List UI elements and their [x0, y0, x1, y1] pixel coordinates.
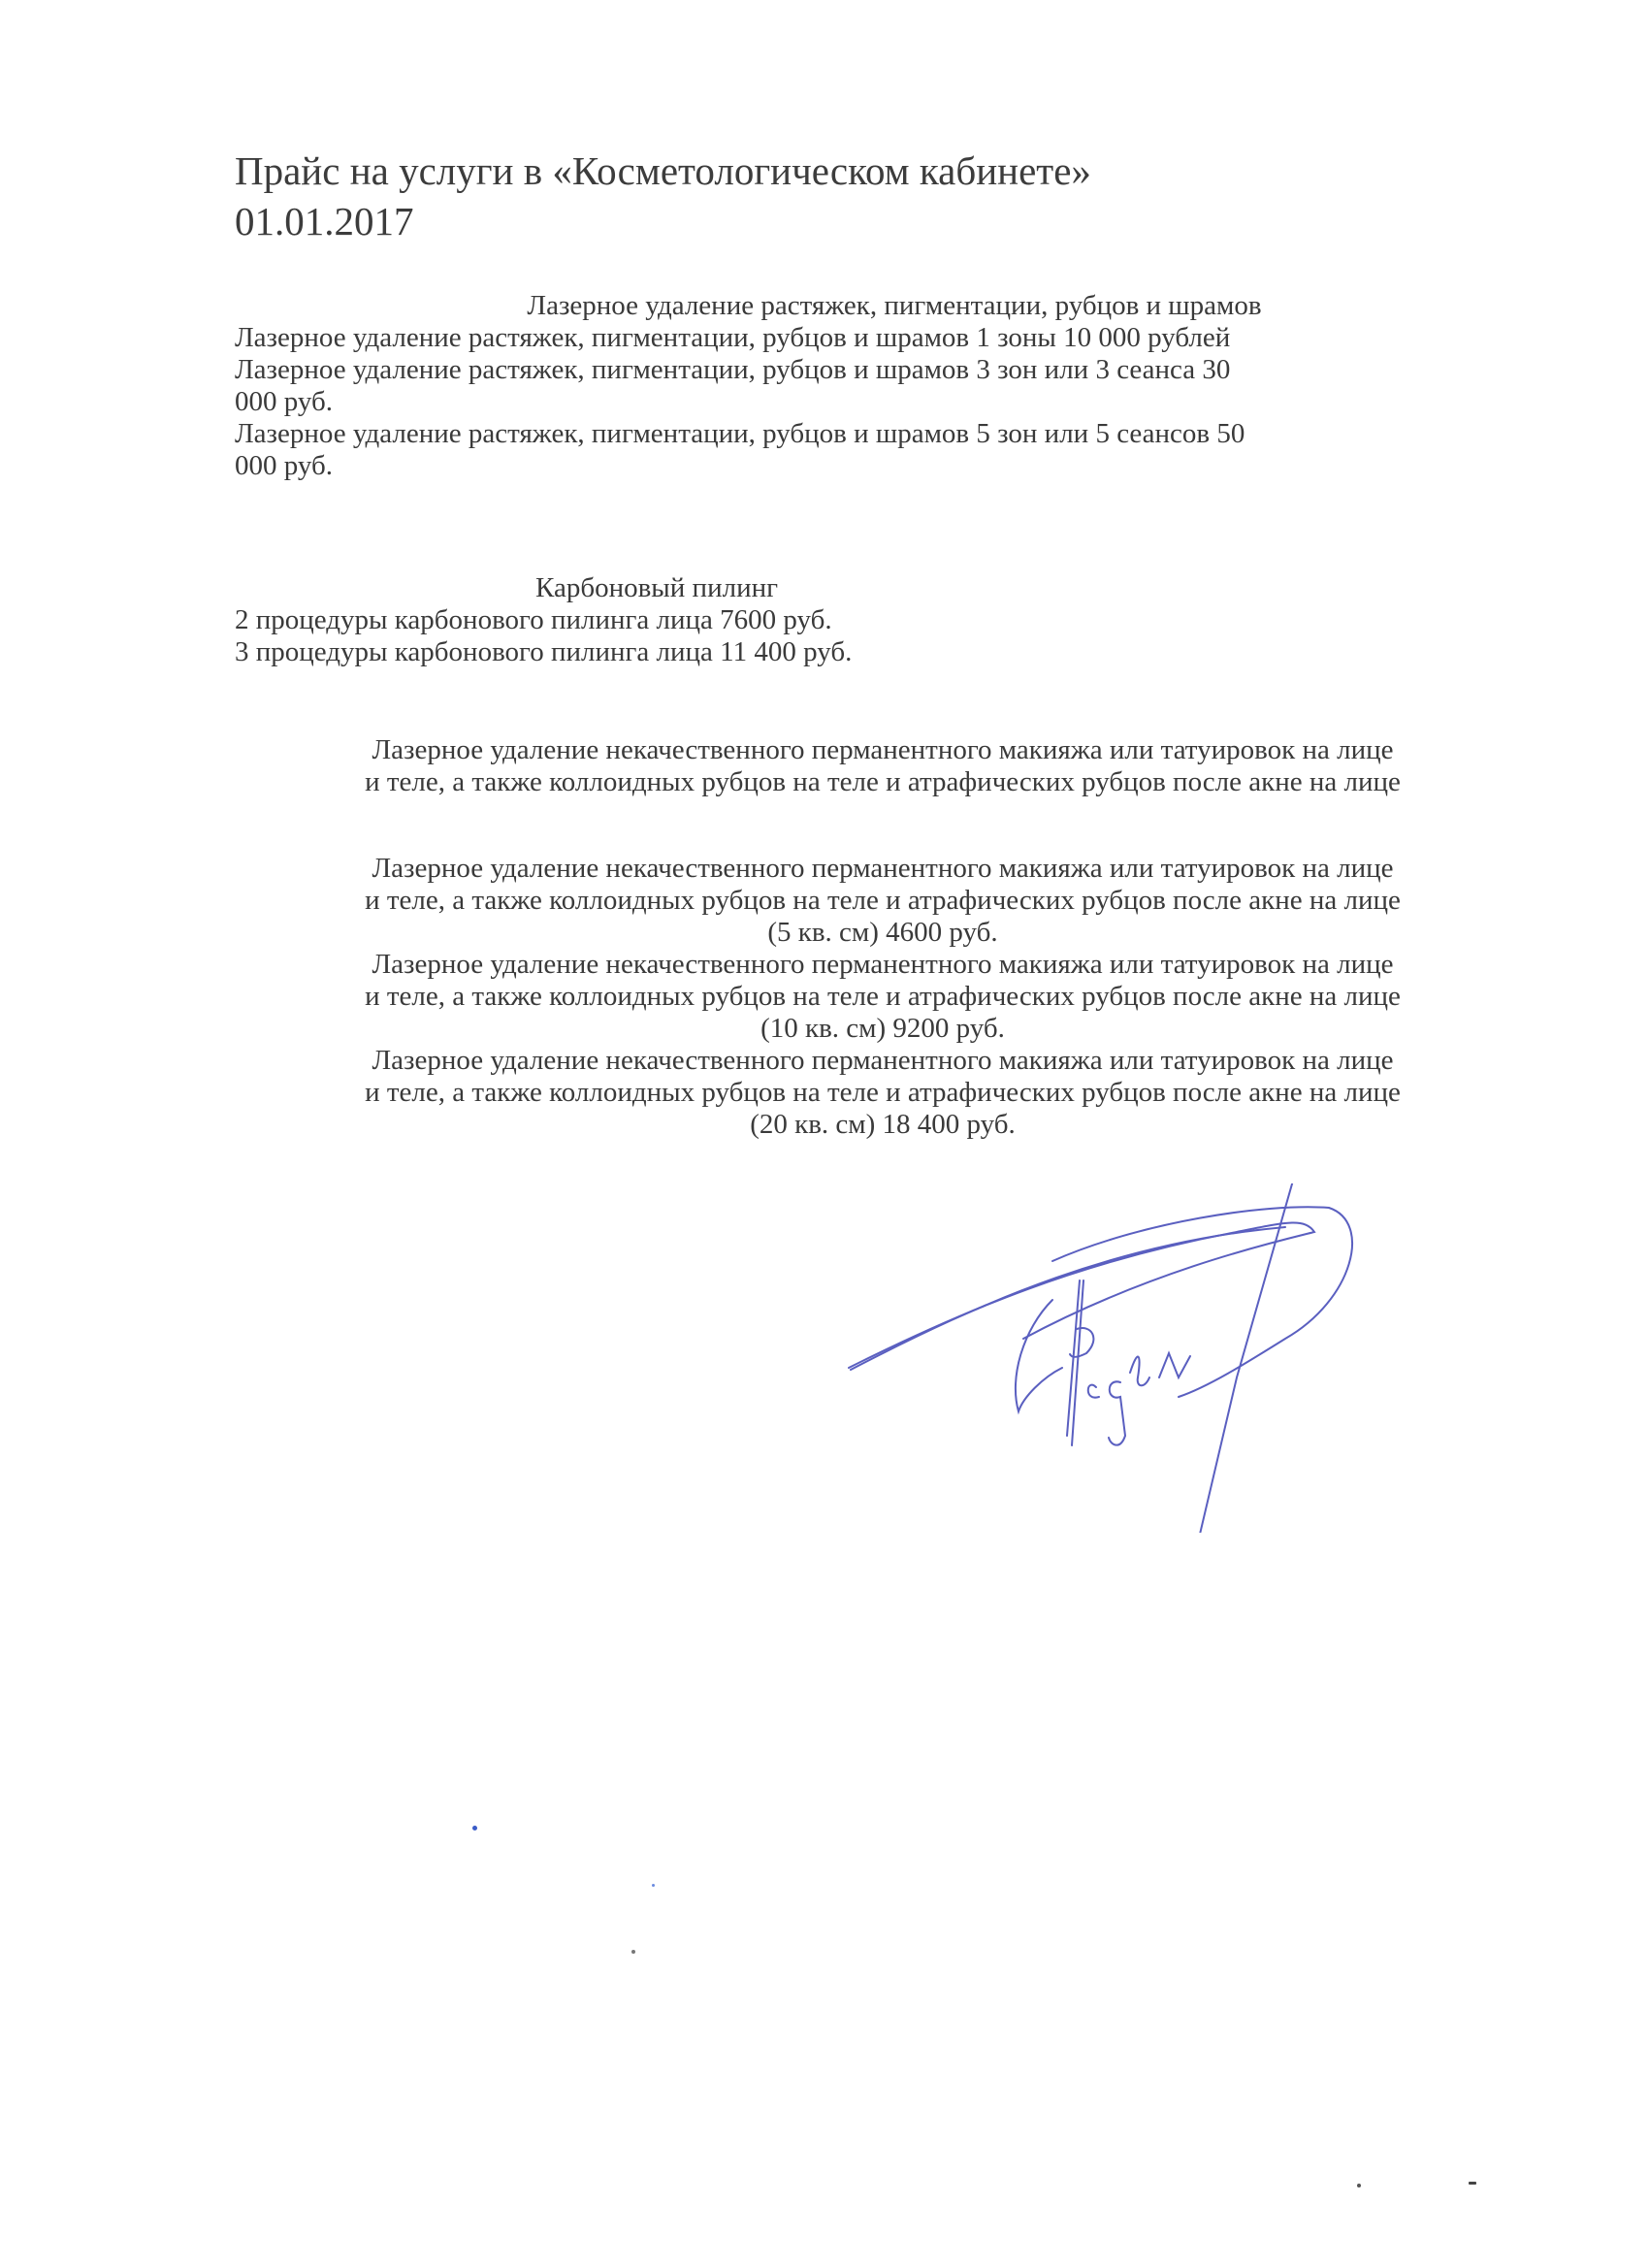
document-date: 01.01.2017	[235, 199, 414, 243]
signature-stroke	[1016, 1300, 1062, 1411]
scan-speck	[1357, 2184, 1361, 2187]
item-text: Лазерное удаление некачественного перманентного макияжа или татуировок на лице	[372, 853, 1394, 884]
scan-speck	[652, 1884, 655, 1887]
price-item	[242, 949, 1523, 1045]
signature-stroke	[851, 1227, 1285, 1370]
item-text: Лазерное удаление некачественного перманентного макияжа или татуировок на лице	[372, 949, 1394, 980]
handwritten-signature	[829, 1183, 1450, 1533]
item-price: (5 кв. см) 4600 руб.	[767, 917, 998, 948]
section-tattoo-removal-heading	[242, 734, 1523, 798]
price-item	[242, 853, 1523, 949]
price-line: 2 процедуры карбонового пилинга лица 7600 руб.	[235, 604, 832, 635]
section-tattoo-removal-prices	[242, 853, 1523, 1141]
item-price: (20 кв. см) 18 400 руб.	[750, 1109, 1016, 1140]
signature-stroke	[1088, 1385, 1099, 1398]
item-price: (10 кв. см) 9200 руб.	[760, 1013, 1005, 1044]
scan-speck	[472, 1826, 477, 1831]
section-heading: Лазерное удаление растяжек, пигментации, рубцов и шрамов	[527, 290, 1262, 321]
section-laser-stretch-marks	[235, 290, 1496, 482]
item-text: Лазерное удаление некачественного перманентного макияжа или татуировок на лице	[372, 1045, 1394, 1076]
price-line: 000 руб.	[235, 386, 333, 417]
item-text: и теле, а также коллоидных рубцов на теле и атрафических рубцов после акне на лице	[365, 981, 1401, 1012]
title-line: Прайс на услуги в «Косметологическом кабинете»	[235, 148, 1091, 193]
section-heading: Карбоновый пилинг	[535, 572, 778, 603]
document-title	[235, 146, 1091, 246]
section-carbon-peeling	[235, 572, 1496, 668]
item-text: и теле, а также коллоидных рубцов на теле и атрафических рубцов после акне на лице	[365, 1077, 1401, 1108]
price-line: 000 руб.	[235, 450, 333, 481]
signature-stroke	[1159, 1353, 1190, 1377]
scan-speck	[631, 1950, 635, 1954]
price-item	[242, 1045, 1523, 1141]
scan-speck	[1469, 2182, 1476, 2185]
price-line: Лазерное удаление растяжек, пигментации, рубцов и шрамов 5 зон или 5 сеансов 50	[235, 418, 1245, 449]
section-heading-line: Лазерное удаление некачественного перманентного макияжа или татуировок на лице	[372, 734, 1394, 765]
price-line: Лазерное удаление растяжек, пигментации, рубцов и шрамов 1 зоны 10 000 рублей	[235, 322, 1231, 353]
item-text: и теле, а также коллоидных рубцов на теле и атрафических рубцов после акне на лице	[365, 885, 1401, 916]
price-line: Лазерное удаление растяжек, пигментации, рубцов и шрамов 3 зон или 3 сеанса 30	[235, 354, 1231, 385]
signature-stroke	[1130, 1357, 1149, 1386]
signature-stroke	[1109, 1381, 1125, 1444]
section-heading-line: и теле, а также коллоидных рубцов на теле и атрафических рубцов после акне на лице	[365, 766, 1401, 797]
price-line: 3 процедуры карбонового пилинга лица 11 400 руб.	[235, 636, 853, 667]
